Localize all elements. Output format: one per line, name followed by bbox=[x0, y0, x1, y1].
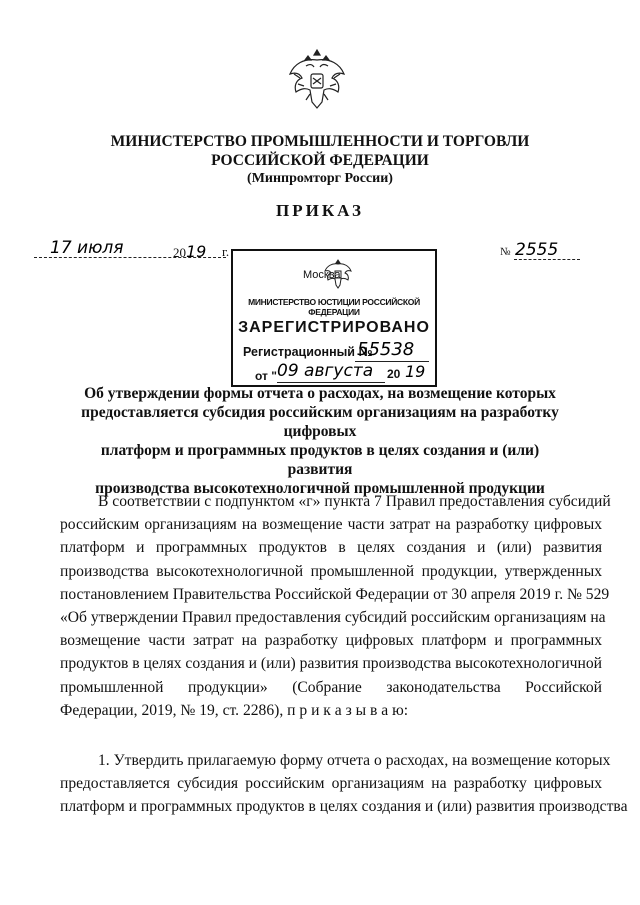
number-handwritten: 2555 bbox=[515, 240, 559, 260]
title-line: платформ и программных продуктов в целях создания и (или) развития bbox=[100, 442, 540, 478]
stamp-reg-number: 55538 bbox=[357, 339, 415, 360]
date-handwritten: 17 июля bbox=[50, 238, 124, 258]
year-suffix: г. bbox=[222, 244, 230, 259]
number-sign: № bbox=[500, 246, 511, 258]
number-underline bbox=[514, 259, 580, 260]
year-prefix: 20 bbox=[173, 245, 186, 260]
stamp-emblem-icon bbox=[323, 257, 353, 291]
title-line: Об утверждении формы отчета о расходах, на возмещение которых bbox=[84, 385, 556, 402]
stamp-registered: ЗАРЕГИСТРИРОВАНО bbox=[238, 319, 430, 336]
text-line: 1. Утвердить прилагаемую форму отчета о расходах, на возмещение которых bbox=[98, 752, 611, 769]
text-line: «Об утверждении Правил предоставления субсидий российским организациям на bbox=[60, 609, 606, 627]
title-line: производства высокотехнологичной промышленной продукции bbox=[95, 480, 545, 497]
text-line: В соответствии с подпунктом «г» пункта 7 Правил предоставления субсидий bbox=[98, 493, 611, 510]
text-line: промышленной продукции» (Собрание законодательства Российской bbox=[60, 678, 602, 696]
ministry-name-line2: РОССИЙСКОЙ ФЕДЕРАЦИИ bbox=[211, 152, 429, 169]
russian-coat-of-arms-icon bbox=[282, 44, 352, 114]
paragraph-preamble bbox=[60, 490, 611, 722]
stamp-date-value: 09 августа bbox=[277, 361, 374, 381]
title-line: предоставляется субсидия российским организациям на разработку цифровых bbox=[81, 404, 559, 440]
registration-stamp bbox=[231, 249, 437, 387]
stamp-year-value: 19 bbox=[405, 362, 426, 381]
ministry-short-name: (Минпромторг России) bbox=[247, 171, 393, 186]
text-line: Федерации, 2019, № 19, ст. 2286), п р и к а з ы в а ю: bbox=[60, 701, 409, 719]
document-type: ПРИКАЗ bbox=[276, 201, 364, 220]
stamp-reg-label: Регистрационный № bbox=[243, 345, 373, 359]
text-line: постановлением Правительства Российской Федерации от 30 апреля 2019 г. № 529 bbox=[60, 585, 610, 603]
ministry-name-line1: МИНИСТЕРСТВО ПРОМЫШЛЕННОСТИ И ТОРГОВЛИ bbox=[110, 133, 530, 150]
text-line: платформ и программных продуктов в целях создания и (или) развития bbox=[60, 539, 602, 557]
year-field bbox=[173, 242, 206, 261]
text-line: производства высокотехнологичной промышленной продукции, утвержденных bbox=[60, 562, 602, 580]
order-number bbox=[500, 240, 580, 262]
stamp-date-underline bbox=[277, 382, 385, 383]
document-title bbox=[80, 384, 560, 498]
stamp-year-prefix: 20 bbox=[387, 367, 401, 381]
stamp-ministry: МИНИСТЕРСТВО ЮСТИЦИИ РОССИЙСКОЙ ФЕДЕРАЦИИ bbox=[248, 297, 420, 317]
text-line: возмещение части затрат на разработку цифровых платформ и программных bbox=[60, 632, 602, 650]
text-line: платформ и программных продуктов в целях создания и (или) развития производства bbox=[60, 798, 628, 816]
year-handwritten: 19 bbox=[186, 242, 207, 261]
order-date bbox=[30, 236, 230, 262]
paragraph-item-1 bbox=[60, 749, 628, 819]
text-line: российским организациям на возмещение части затрат на разработку цифровых bbox=[60, 516, 602, 534]
stamp-city: Москва bbox=[303, 269, 341, 281]
text-line: предоставляется субсидия российским организациям на разработку цифровых bbox=[60, 775, 602, 793]
text-line: продуктов в целях создания и (или) развития производства высокотехнологичной bbox=[60, 655, 603, 673]
stamp-date-label: от " bbox=[255, 369, 277, 383]
